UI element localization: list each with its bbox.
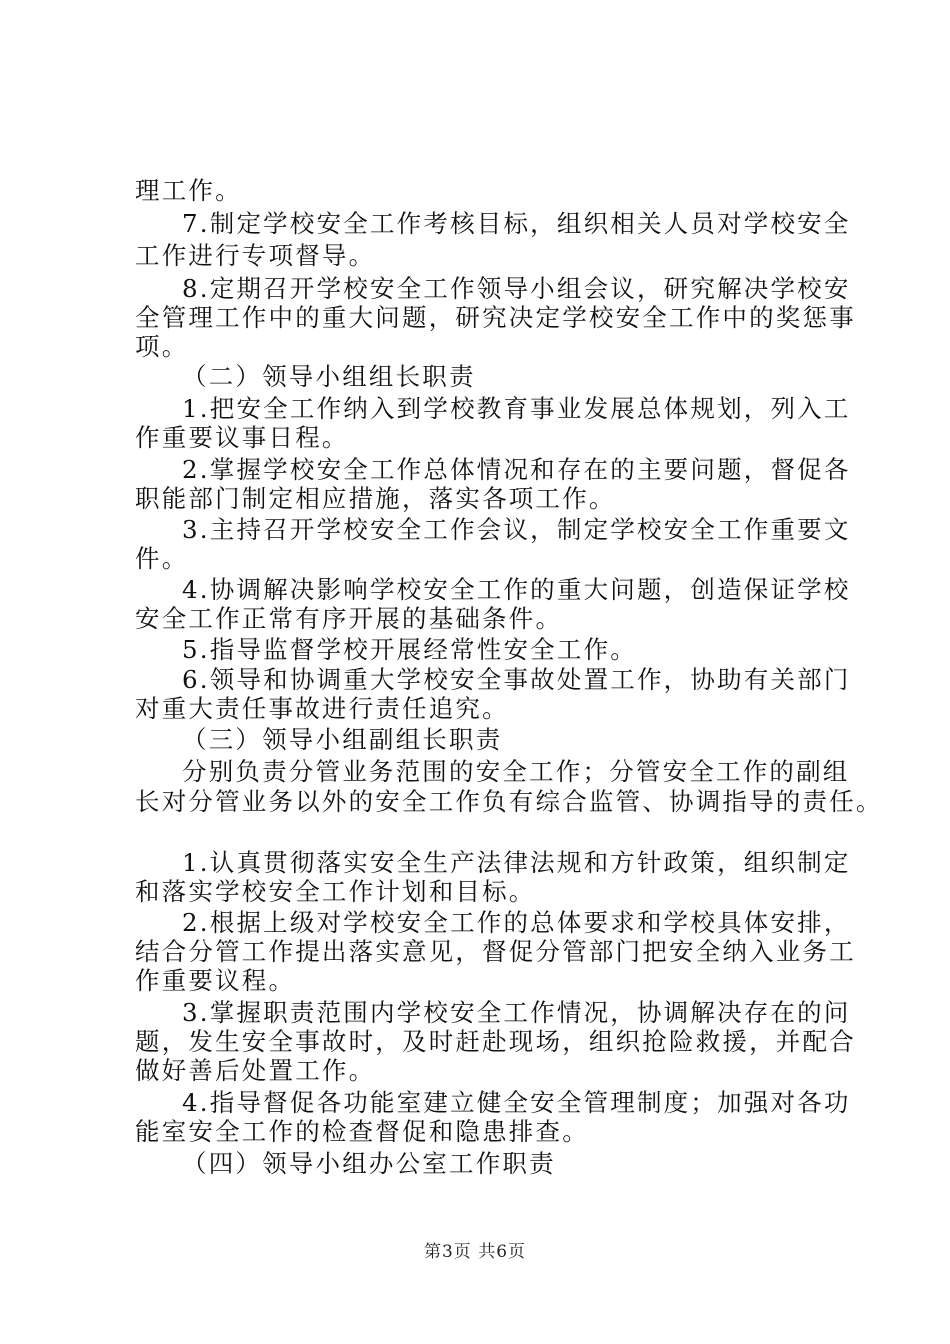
body-line: 1.把安全工作纳入到学校教育事业发展总体规划，列入工: [182, 394, 851, 423]
body-line: 3.掌握职责范围内学校安全工作情况，协调解决存在的问: [182, 998, 851, 1027]
body-line: 6.领导和协调重大学校安全事故处置工作，协助有关部门: [182, 665, 851, 694]
body-line: 1.认真贯彻落实安全生产法律法规和方针政策，组织制定: [182, 848, 851, 877]
body-line: 5.指导监督学校开展经常性安全工作。: [182, 635, 637, 664]
body-line: 工作进行专项督导。: [135, 241, 376, 270]
page-number-footer: 第3页 共6页: [423, 1242, 527, 1262]
body-line: 3.主持召开学校安全工作会议，制定学校安全工作重要文: [182, 515, 851, 544]
body-line: 8.定期召开学校安全工作领导小组会议，研究解决学校安: [182, 274, 851, 303]
body-line: 安全工作正常有序开展的基础条件。: [135, 604, 563, 633]
body-line: 做好善后处置工作。: [135, 1056, 376, 1085]
body-line: 件。: [135, 544, 189, 573]
body-line: 全管理工作中的重大问题，研究决定学校安全工作中的奖惩事: [135, 303, 856, 332]
body-line: 结合分管工作提出落实意见，督促分管部门把安全纳入业务工: [135, 937, 856, 966]
body-line: 题，发生安全事故时，及时赶赴现场，组织抢险救援，并配合: [135, 1027, 856, 1056]
section-heading: （四）领导小组办公室工作职责: [182, 1149, 556, 1178]
body-line: 理工作。: [135, 176, 242, 205]
body-line: 项。: [135, 332, 189, 361]
body-line: 4.指导督促各功能室建立健全安全管理制度；加强对各功: [182, 1088, 851, 1117]
body-line: 2.掌握学校安全工作总体情况和存在的主要问题，督促各: [182, 455, 851, 484]
section-heading: （二）领导小组组长职责: [182, 362, 476, 391]
body-line: 对重大责任事故进行责任追究。: [135, 694, 509, 723]
body-line: 和落实学校安全工作计划和目标。: [135, 877, 536, 906]
body-line: 长对分管业务以外的安全工作负有综合监管、协调指导的责任。: [135, 787, 883, 816]
body-line: 作重要议程。: [135, 966, 296, 995]
body-line: 7.制定学校安全工作考核目标，组织相关人员对学校安全: [182, 209, 851, 238]
body-line: 职能部门制定相应措施，落实各项工作。: [135, 484, 616, 513]
body-line: 4.协调解决影响学校安全工作的重大问题，创造保证学校: [182, 575, 851, 604]
body-line: 2.根据上级对学校安全工作的总体要求和学校具体安排，: [182, 908, 851, 937]
body-line: 能室安全工作的检查督促和隐患排查。: [135, 1117, 589, 1146]
section-heading: （三）领导小组副组长职责: [182, 725, 503, 754]
body-line: 作重要议事日程。: [135, 423, 349, 452]
body-line: 分别负责分管业务范围的安全工作；分管安全工作的副组: [182, 757, 850, 786]
